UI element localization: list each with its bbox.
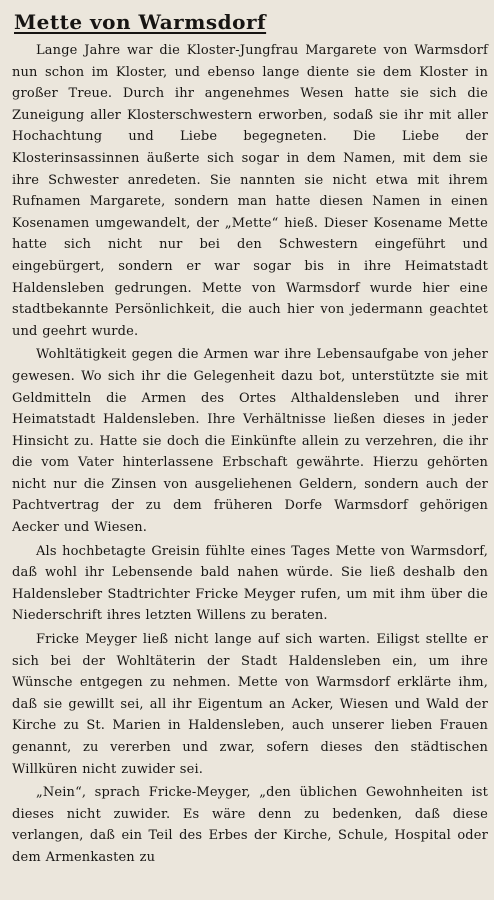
article-title: Mette von Warmsdorf	[14, 10, 267, 34]
article-paragraph-4: Fricke Meyger ließ nicht lange auf sich warten. Eiligst stellte er sich bei der Wohltäterin der Stadt Haldensleben ein, um ihre Wünsche entgegen zu nehmen. Mette von Warmsdorf erklärte ihm, daß sie gewillt sei, all ihr Eigentum an Acker, Wiesen und Wald der Kirche zu St. Marien in Haldensleben, auch unserer lieben Frauen genannt, zu vererben und zwar, sofern dieses den städtischen Willküren nicht zuwider sei.	[12, 632, 488, 777]
article-paragraph-5: „Nein“, sprach Fricke-Meyger, „den üblichen Gewohnheiten ist dieses nicht zuwider. Es wäre denn zu bedenken, daß diese verlangen, daß ein Teil des Erbes der Kirche, Schule, Hospital oder dem Armenkasten zu	[12, 785, 488, 865]
article-paragraph-2: Wohltätigkeit gegen die Armen war ihre Lebensaufgabe von jeher gewesen. Wo sich ihr die Gelegenheit dazu bot, unterstützte sie mit Geldmitteln die Armen des Ortes Althaldensleben und ihrer Heimatstadt Haldensleben. Ihre Verhältnisse ließen dieses in jeder Hinsicht zu. Hatte sie doch die Einkünfte allein zu verzehren, die ihr die vom Vater hinterlassene Erbschaft gewährte. Hierzu gehörten nicht nur die Zinsen von ausgeliehenen Geldern, sondern auch der Pachtvertrag der zu dem früheren Dorfe Warmsdorf gehörigen Aecker und Wiesen.	[12, 347, 488, 536]
article-paragraph-1: Lange Jahre war die Kloster-Jungfrau Margarete von Warmsdorf nun schon im Kloster, und ebenso lange diente sie dem Kloster in großer Treue. Durch ihr angenehmes Wesen hatte sie sich die Zuneigung aller Klosterschwestern erworben, sodaß sie ihr mit aller Hochachtung und Liebe begegneten. Die Liebe der Klosterinsassinnen äußerte sich sogar in dem Namen, mit dem sie ihre Schwester anredeten. Sie nannten sie nicht etwa mit ihrem Rufnamen Margarete, sondern man hatte diesen Namen in einen Kosenamen umgewandelt, der „Mette“ hieß. Dieser Kosename Mette hatte sich nicht nur bei den Schwestern eingeführt und eingebürgert, sondern er war sogar bis in ihre Heimatstadt Haldensleben gedrungen. Mette von Warmsdorf wurde hier eine stadtbekannte Persönlichkeit, die auch hier von jedermann geachtet und geehrt wurde.	[12, 43, 488, 339]
article-paragraph-3: Als hochbetagte Greisin fühlte eines Tages Mette von Warmsdorf, daß wohl ihr Lebensende bald nahen würde. Sie ließ deshalb den Haldensleber Stadtrichter Fricke Meyger rufen, um mit ihm über die Niederschrift ihres letzten Willens zu beraten.	[12, 543, 488, 624]
